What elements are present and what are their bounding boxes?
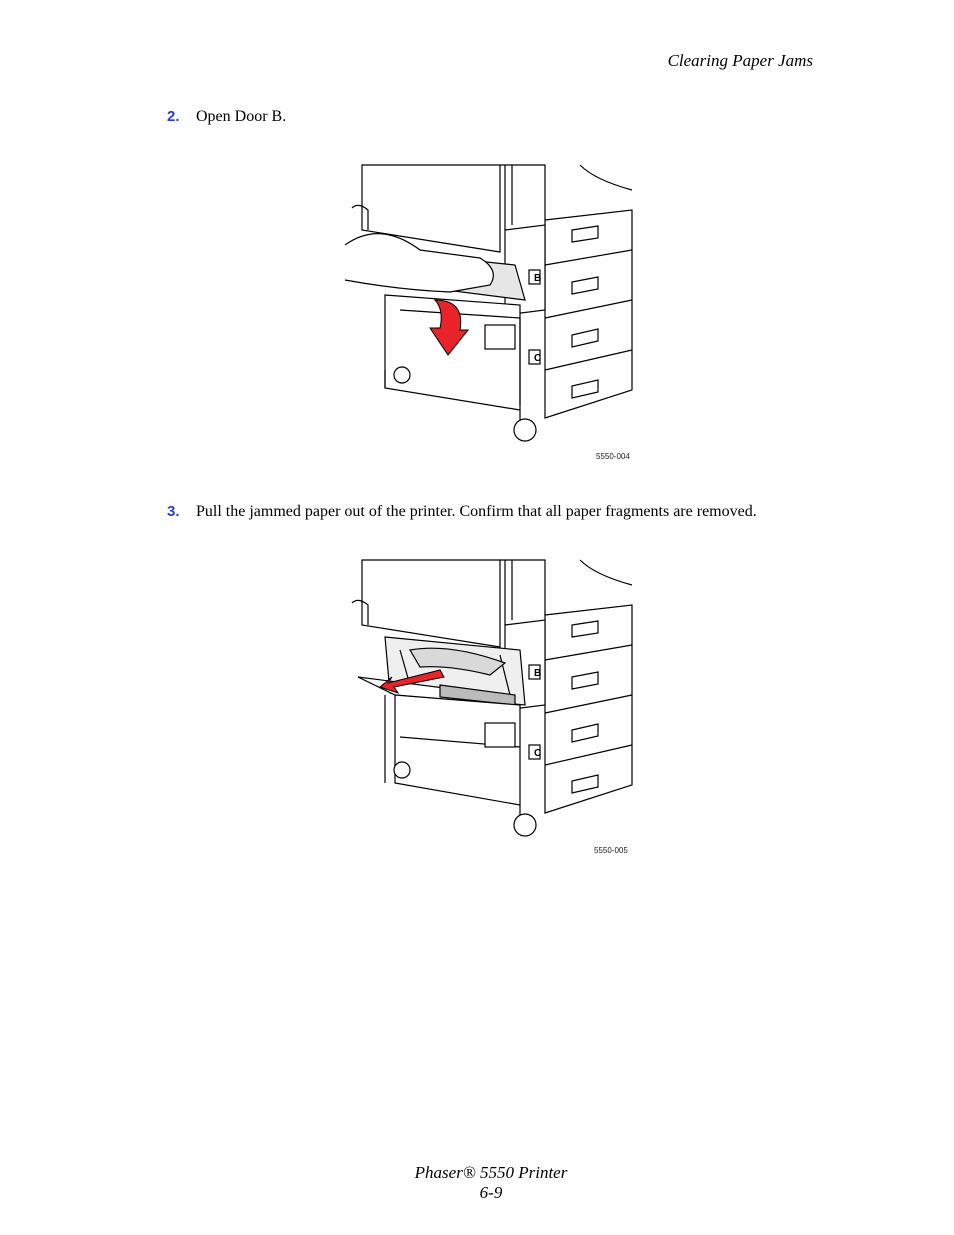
step-number: 2. [167, 108, 180, 125]
figure-pull-paper [340, 555, 640, 845]
step-2 [167, 108, 286, 126]
step-text: Pull the jammed paper out of the printer. Confirm that all paper fragments are removed. [196, 503, 757, 520]
step-text: Open Door B. [196, 108, 287, 125]
page-footer [0, 1163, 954, 1203]
figure-code: 5550-005 [594, 846, 628, 855]
figure-open-door-b [340, 160, 640, 460]
door-c-label: C [534, 353, 542, 364]
door-b-label: B [534, 668, 542, 679]
running-header: Clearing Paper Jams [667, 51, 813, 70]
figure-code: 5550-004 [596, 452, 630, 461]
printer-illustration-open-door [340, 160, 640, 460]
footer-page-number: 6-9 [479, 1183, 503, 1202]
footer-product: Phaser® 5550 Printer [414, 1163, 568, 1182]
step-3 [167, 503, 757, 521]
step-number: 3. [167, 503, 180, 520]
printer-illustration-pull-paper [340, 555, 640, 845]
door-c-label: C [534, 748, 542, 759]
door-b-label: B [534, 273, 542, 284]
